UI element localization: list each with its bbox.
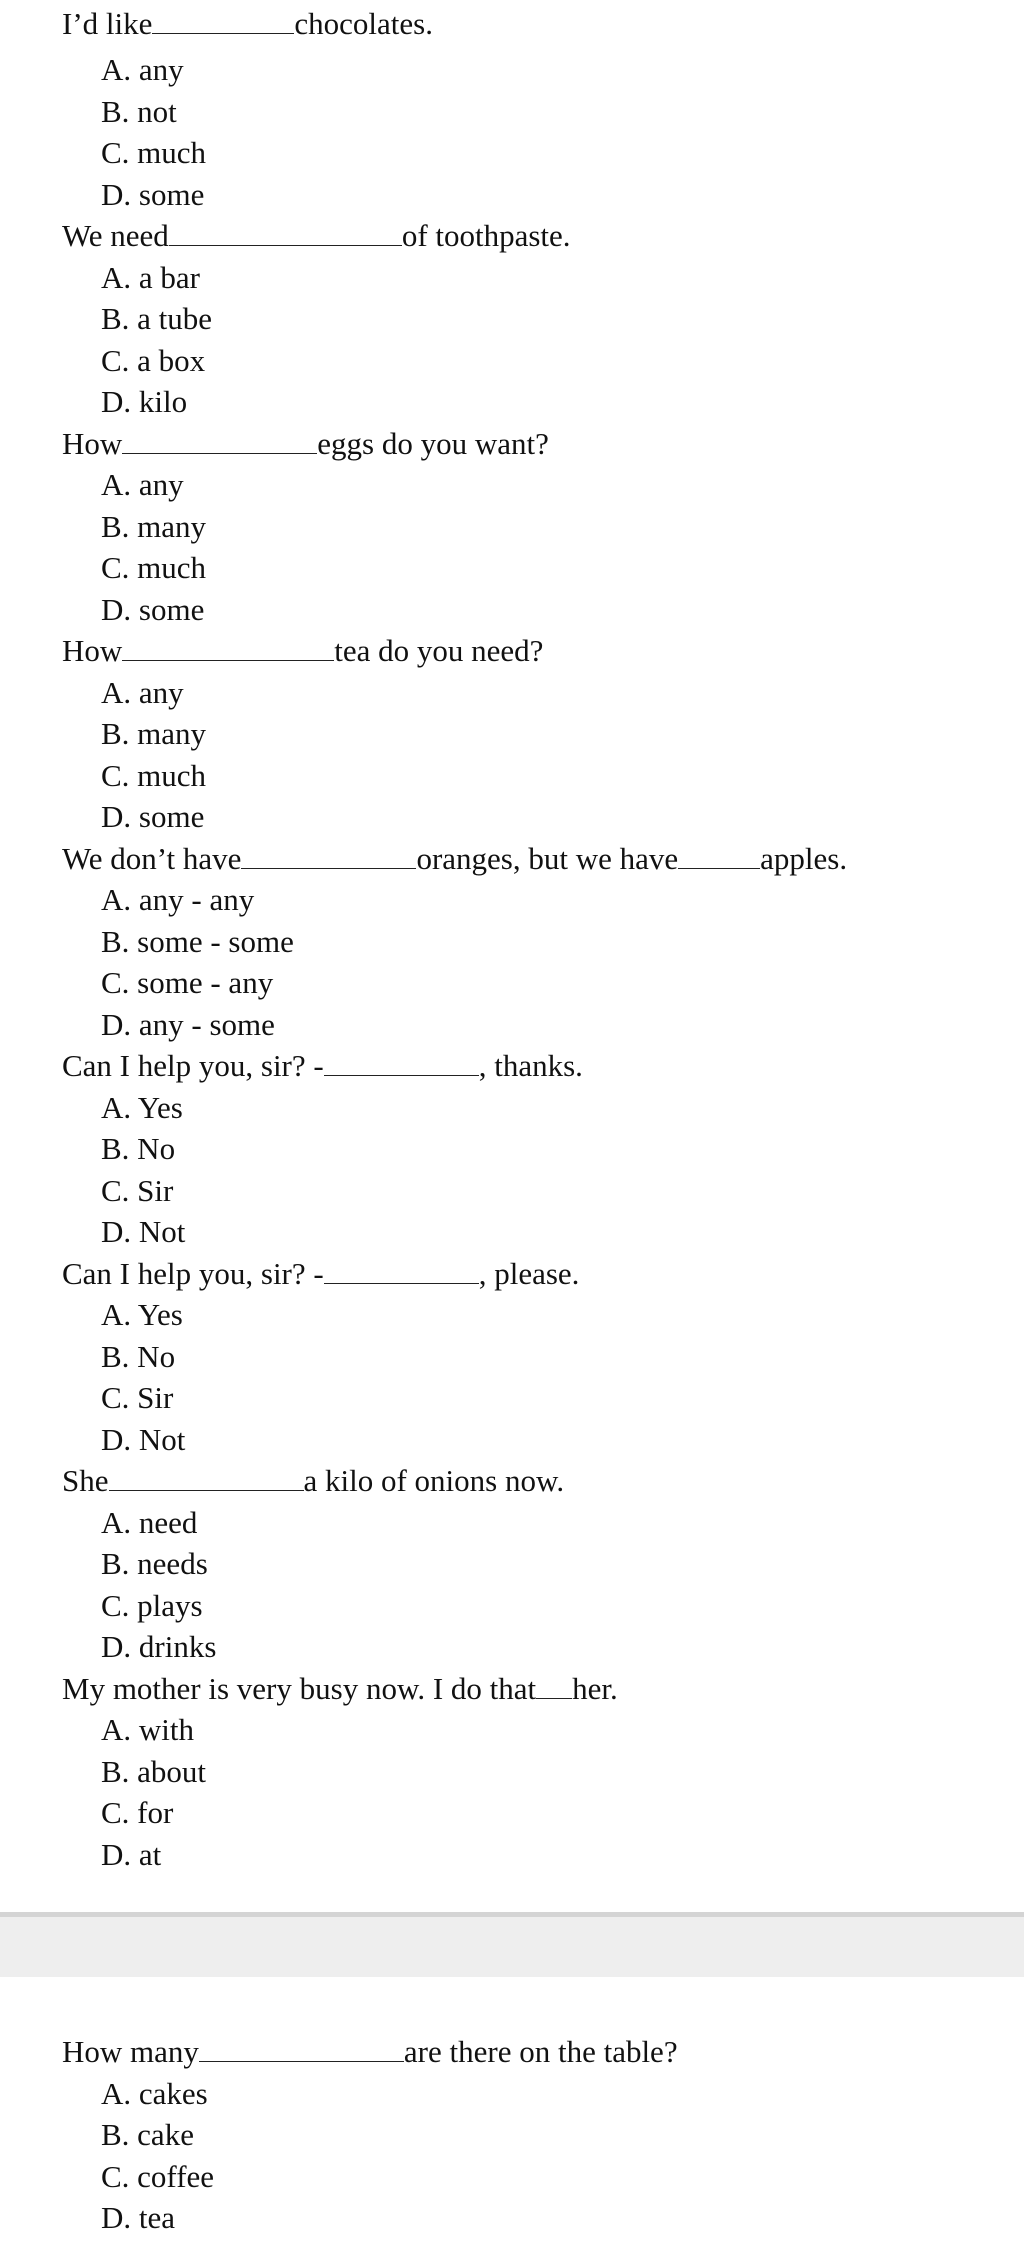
option-c: C. much (101, 550, 207, 585)
question-text-before: I’d like (62, 6, 153, 41)
question-4 (62, 631, 543, 673)
option-a: A. need (101, 1504, 198, 1540)
option-a: A. any (101, 52, 184, 87)
question-text-after: chocolates. (294, 6, 433, 41)
answer-blank (152, 5, 294, 34)
question-3 (62, 424, 549, 466)
option-d: D. drinks (101, 1629, 217, 1664)
question-9 (62, 1669, 618, 1711)
question-text-before: We need (62, 218, 169, 253)
option-a: A. any (101, 674, 184, 710)
option-b: B. some - some (101, 923, 294, 959)
option-a: A. a bar (101, 259, 200, 295)
question-text-before: She (62, 1463, 109, 1498)
question-text-after: her. (572, 1670, 618, 1706)
question-6 (62, 1046, 583, 1088)
option-b: B. needs (101, 1546, 208, 1581)
option-b: B. a tube (101, 301, 213, 336)
option-a: A. cakes (101, 2075, 208, 2111)
answer-blank (122, 632, 334, 661)
question-text-after: , please. (478, 1255, 580, 1291)
option-d: D. tea (101, 2200, 176, 2235)
question-text-after: are there on the table? (403, 2034, 678, 2069)
option-a: A. any (101, 467, 184, 502)
question-text-before: Can I help you, sir? - (62, 1255, 324, 1291)
option-b: B. No (101, 1338, 176, 1374)
option-c: C. for (101, 1795, 174, 1830)
option-b: B. No (101, 1131, 176, 1166)
option-d: D. some (101, 176, 205, 212)
answer-blank-2 (678, 840, 760, 869)
option-a: A. any - any (101, 882, 255, 917)
option-a: A. Yes (101, 1297, 183, 1332)
question-text-after: tea do you need? (334, 633, 544, 668)
option-c: C. a box (101, 342, 206, 378)
option-d: D. at (101, 1836, 162, 1872)
question-text-before: We don’t have (62, 840, 242, 876)
option-b: B. many (101, 716, 207, 751)
answer-blank (324, 1255, 479, 1284)
option-c: C. plays (101, 1587, 203, 1623)
question-7 (62, 1254, 579, 1296)
option-d: D. Not (101, 1421, 186, 1457)
answer-blank-1 (241, 840, 416, 869)
question-8 (62, 1461, 564, 1503)
question-10 (62, 2032, 678, 2074)
option-b: B. many (101, 508, 207, 544)
answer-blank (122, 425, 317, 454)
option-a: A. Yes (101, 1089, 183, 1125)
page-separator (0, 1912, 1024, 1977)
answer-blank (324, 1047, 479, 1076)
document-page-2 (0, 1977, 1024, 2260)
option-d: D. some (101, 799, 205, 834)
option-b: B. about (101, 1753, 207, 1789)
option-d: D. any - some (101, 1006, 275, 1042)
answer-blank (536, 1670, 572, 1699)
option-c: C. much (101, 135, 207, 170)
option-b: B. cake (101, 2117, 194, 2152)
question-text-middle: oranges, but we have (416, 840, 679, 876)
option-c: C. Sir (101, 1172, 174, 1208)
option-c: C. much (101, 757, 207, 793)
option-d: D. kilo (101, 384, 188, 419)
question-2 (62, 216, 571, 258)
option-d: D. Not (101, 1214, 186, 1249)
question-5 (62, 839, 847, 881)
question-1 (62, 4, 433, 46)
option-d: D. some (101, 591, 205, 627)
question-text-before: How many (62, 2034, 199, 2069)
answer-blank (109, 1462, 304, 1491)
question-text-after: apples. (760, 840, 848, 876)
option-a: A. with (101, 1712, 194, 1747)
answer-blank (169, 217, 402, 246)
question-text-before: How (62, 633, 123, 668)
option-c: C. Sir (101, 1380, 174, 1415)
question-text-after: eggs do you want? (317, 425, 549, 461)
option-b: B. not (101, 93, 177, 129)
option-c: C. some - any (101, 965, 274, 1000)
question-text-after: of toothpaste. (401, 218, 571, 253)
question-text-before: My mother is very busy now. I do that (62, 1670, 537, 1706)
question-text-before: How (62, 425, 123, 461)
answer-blank (199, 2033, 404, 2062)
option-c: C. coffee (101, 2158, 215, 2194)
question-text-after: , thanks. (478, 1048, 583, 1083)
question-text-after: a kilo of onions now. (303, 1463, 565, 1498)
question-text-before: Can I help you, sir? - (62, 1048, 324, 1083)
